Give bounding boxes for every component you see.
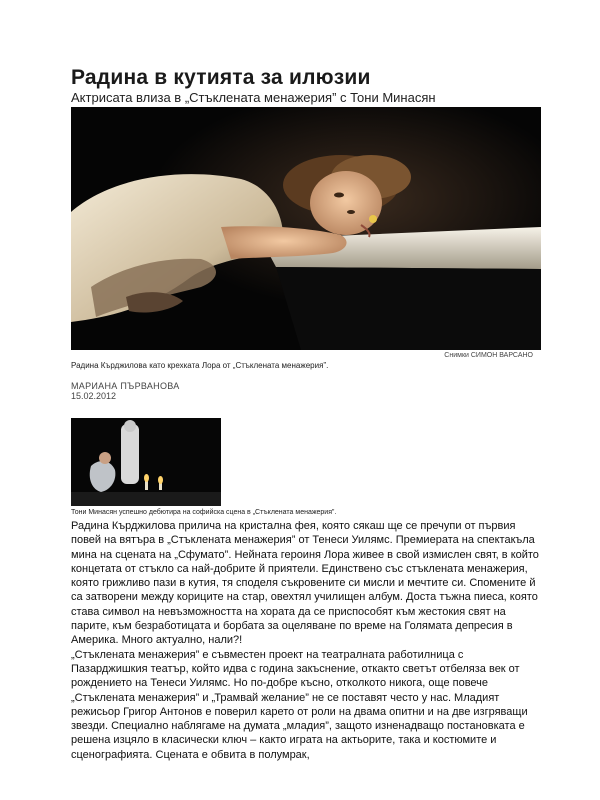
hero-photo-illustration — [71, 107, 541, 350]
hero-photo — [71, 107, 541, 350]
article-body — [71, 519, 541, 762]
article-subtitle: Актрисата влиза в „Стъклената менажерия” с Тони Минасян — [71, 90, 436, 105]
article — [71, 66, 541, 762]
thumbnail-photo-illustration — [71, 418, 221, 506]
photo-credit: Снимки СИМОН ВАРСАНО — [444, 352, 533, 359]
author-name: МАРИАНА ПЪРВАНОВА — [71, 381, 180, 391]
article-title: Радина в кутията за илюзии — [71, 66, 371, 89]
body-paragraph: Радина Кърджилова прилича на кристална фея, която сякаш ще се пречупи от първия повей на вятъра в „Стъклената менажерия” от Тенеси Уилямс. Премиерата на спектакъла мина на сцената на „Сфумато”. Нейната героиня Лора живее в свой измислен свят, в който концетата от стъкло са най-добрите й приятели. Единствено със стъклената менажерия, която грижливо пази в кутия, тя споделя съкровените си мисли и мечтите си. Спомените й са затворени между кориците на стар, овехтял училищен албум. Доста тъжна пиеса, която става символ на невъзможността на хората да се приспособят към жестокия свят на парите, към безработицата и борбата за оцеляване по време на Голямата депресия в Америка. Много актуално, нали?! — [71, 520, 539, 647]
thumbnail-photo — [71, 418, 221, 506]
photo-caption: Радина Кърджилова като крехката Лора от „Стъклената менажерия”. — [71, 361, 329, 370]
body-paragraph: „Стъклената менажерия” е съвместен проект на театралната работилница с Пазарджишкия театър, който идва с година закъснение, откакто светът отбеляза век от рождението на Тенеси Уилямс. Но по-добре късно, отколкото никога, още повече „Стъклената менажерия” и „Трамвай желание” не се поставят често у нас. Младият режисьор Григор Антонов е поверил карето от роли на двама опитни и на две изгряващи звезди. Специално наблягаме на думата „младия”, защото изненадващо постановката е решена изцяло в класически ключ – както играта на актьорите, така и костюмите и сценографията. Сцената е обвита в полумрак, — [71, 648, 528, 761]
thumbnail-caption: Тони Минасян успешно дебютира на софийска сцена в „Стъклената менажерия”. — [71, 509, 337, 516]
publish-date: 15.02.2012 — [71, 391, 117, 401]
